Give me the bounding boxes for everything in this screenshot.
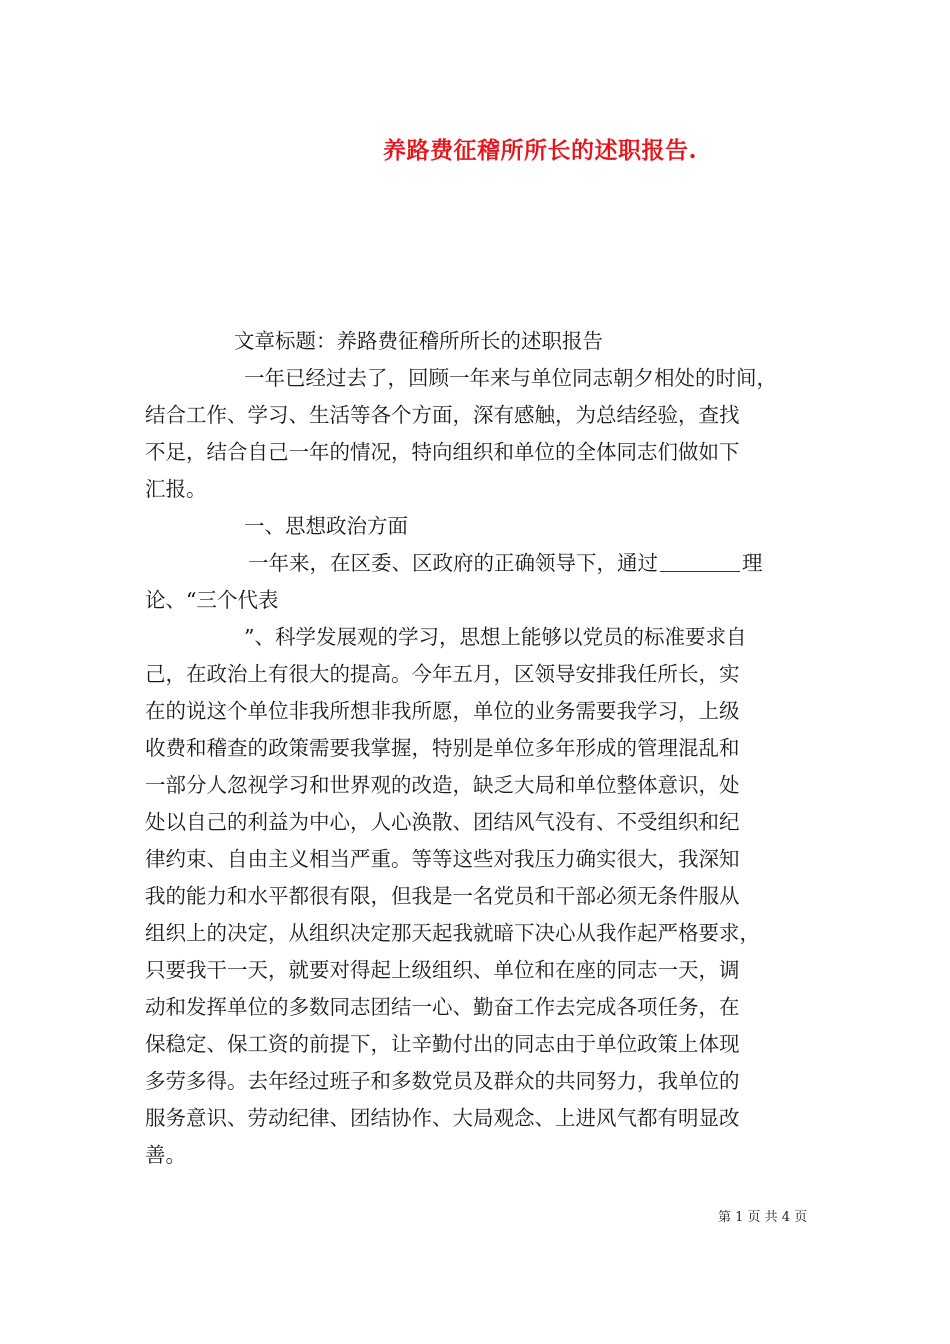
paragraph-line: 收费和稽查的政策需要我掌握，特别是单位多年形成的管理混乱和 — [145, 736, 740, 760]
paragraph-line: 律约束、自由主义相当严重。等等这些对我压力确实很大，我深知 — [145, 847, 740, 871]
paragraph-line: 我的能力和水平都很有限，但我是一名党员和干部必须无条件服从 — [145, 884, 740, 908]
section-heading: 一、思想政治方面 — [244, 514, 408, 538]
paragraph-line: 己，在政治上有很大的提高。今年五月，区领导安排我任所长，实 — [145, 662, 740, 686]
blank-underline — [660, 553, 740, 572]
page-footer: 第 1 页 共 4 页 — [718, 1210, 808, 1225]
paragraph-line: 处以自己的利益为中心，人心涣散、团结风气没有、不受组织和纪 — [145, 810, 740, 834]
paragraph-line: 多劳多得。去年经过班子和多数党员及群众的共同努力，我单位的 — [145, 1069, 740, 1093]
paragraph-line: 不足，结合自己一年的情况，特向组织和单位的全体同志们做如下 — [145, 440, 740, 464]
article-title-line: 文章标题：养路费征稽所所长的述职报告 — [234, 329, 603, 353]
paragraph-line: 一部分人忽视学习和世界观的改造，缺乏大局和单位整体意识，处 — [145, 773, 740, 797]
paragraph-line: 一年已经过去了，回顾一年来与单位同志朝夕相处的时间， — [244, 366, 777, 390]
paragraph-line: 只要我干一天，就要对得起上级组织、单位和在座的同志一天，调 — [145, 958, 740, 982]
paragraph-line: 善。 — [145, 1143, 186, 1167]
paragraph-line: 论、“三个代表 — [145, 588, 279, 612]
paragraph-line: 汇报。 — [145, 477, 207, 501]
document-title: 养路费征稽所所长的述职报告. — [383, 137, 698, 164]
paragraph-line: 组织上的决定，从组织决定那天起我就暗下决心从我作起严格要求， — [145, 921, 760, 945]
paragraph-line: 保稳定、保工资的前提下，让辛勤付出的同志由于单位政策上体现 — [145, 1032, 740, 1056]
paragraph-line: 服务意识、劳动纪律、团结协作、大局观念、上进风气都有明显改 — [145, 1106, 740, 1130]
paragraph-line: 动和发挥单位的多数同志团结一心、勤奋工作去完成各项任务，在 — [145, 995, 740, 1019]
paragraph-text: 理 — [742, 551, 763, 575]
paragraph-text: 一年来，在区委、区政府的正确领导下，通过 — [248, 551, 658, 575]
paragraph-line: ”、科学发展观的学习，思想上能够以党员的标准要求自 — [244, 625, 747, 649]
paragraph-line: 在的说这个单位非我所想非我所愿，单位的业务需要我学习，上级 — [145, 699, 740, 723]
paragraph-line: 结合工作、学习、生活等各个方面，深有感触，为总结经验，查找 — [145, 403, 740, 427]
paragraph-line — [248, 553, 763, 574]
